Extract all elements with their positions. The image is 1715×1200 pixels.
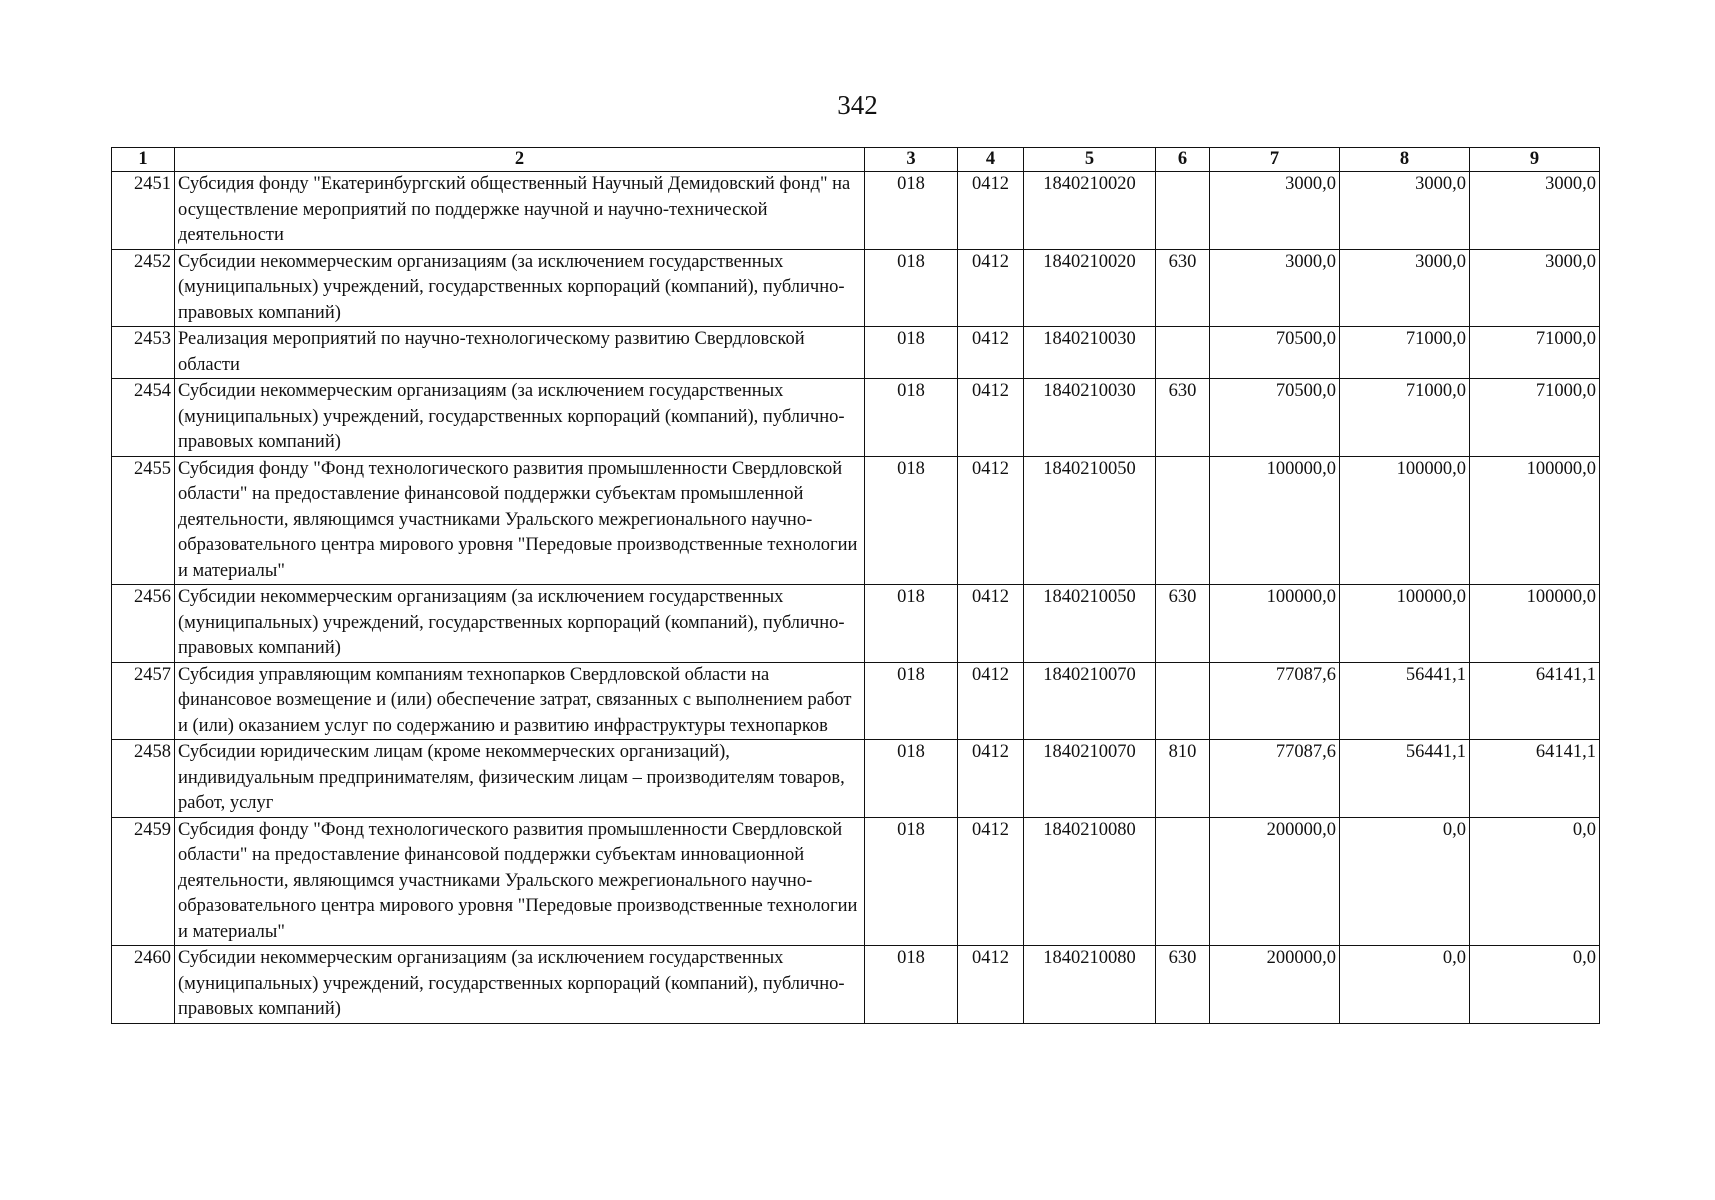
row-c5: 1840210080: [1024, 817, 1156, 946]
row-c3: 018: [865, 740, 958, 818]
table-row: [112, 379, 1600, 457]
row-c9: 3000,0: [1470, 249, 1600, 327]
row-c6: [1156, 817, 1210, 946]
row-c5: 1840210030: [1024, 379, 1156, 457]
row-number: 2460: [112, 946, 175, 1024]
row-name: Субсидия фонду "Екатеринбургский общественный Научный Демидовский фонд" на осуществление мероприятий по поддержке научной и научно-технической деятельности: [175, 172, 865, 250]
row-c4: 0412: [958, 662, 1024, 740]
row-name: Субсидии юридическим лицам (кроме некоммерческих организаций), индивидуальным предпринимателям, физическим лицам – производителям товаров, работ, услуг: [175, 740, 865, 818]
row-c5: 1840210030: [1024, 327, 1156, 379]
row-c4: 0412: [958, 740, 1024, 818]
row-c4: 0412: [958, 585, 1024, 663]
header-col-4: 4: [958, 148, 1024, 172]
row-c6: [1156, 456, 1210, 585]
table-row: [112, 946, 1600, 1024]
row-number: 2455: [112, 456, 175, 585]
row-c5: 1840210070: [1024, 662, 1156, 740]
row-c4: 0412: [958, 456, 1024, 585]
table-row: [112, 249, 1600, 327]
row-name: Субсидии некоммерческим организациям (за исключением государственных (муниципальных) учреждений, государственных корпораций (компаний), публично-правовых компаний): [175, 585, 865, 663]
row-name: Субсидия фонду "Фонд технологического развития промышленности Свердловской области" на предоставление финансовой поддержки субъектам инновационной деятельности, являющимся участниками Уральского межрегионального научно-образовательного центра мирового уровня "Передовые производственные технологии и материалы": [175, 817, 865, 946]
row-name: Субсидия фонду "Фонд технологического развития промышленности Свердловской области" на предоставление финансовой поддержки субъектам промышленной деятельности, являющимся участниками Уральского межрегионального научно-образовательного центра мирового уровня "Передовые производственные технологии и материалы": [175, 456, 865, 585]
row-c5: 1840210020: [1024, 172, 1156, 250]
row-c7: 100000,0: [1210, 585, 1340, 663]
table-row: [112, 740, 1600, 818]
row-name: Субсидии некоммерческим организациям (за исключением государственных (муниципальных) учреждений, государственных корпораций (компаний), публично-правовых компаний): [175, 249, 865, 327]
row-c8: 0,0: [1340, 817, 1470, 946]
row-c8: 3000,0: [1340, 172, 1470, 250]
header-col-9: 9: [1470, 148, 1600, 172]
row-number: 2452: [112, 249, 175, 327]
row-c8: 0,0: [1340, 946, 1470, 1024]
row-c6: 810: [1156, 740, 1210, 818]
row-c8: 71000,0: [1340, 327, 1470, 379]
row-c6: 630: [1156, 585, 1210, 663]
row-number: 2453: [112, 327, 175, 379]
row-c5: 1840210070: [1024, 740, 1156, 818]
row-c9: 0,0: [1470, 946, 1600, 1024]
row-c8: 100000,0: [1340, 585, 1470, 663]
row-c6: 630: [1156, 946, 1210, 1024]
table-row: [112, 172, 1600, 250]
row-name: Реализация мероприятий по научно-технологическому развитию Свердловской области: [175, 327, 865, 379]
row-c8: 3000,0: [1340, 249, 1470, 327]
row-c7: 200000,0: [1210, 817, 1340, 946]
header-col-8: 8: [1340, 148, 1470, 172]
row-c3: 018: [865, 456, 958, 585]
row-number: 2459: [112, 817, 175, 946]
header-col-5: 5: [1024, 148, 1156, 172]
table-body: [112, 172, 1600, 1024]
row-c5: 1840210020: [1024, 249, 1156, 327]
row-c6: 630: [1156, 249, 1210, 327]
row-c7: 77087,6: [1210, 662, 1340, 740]
row-c6: [1156, 172, 1210, 250]
row-c8: 56441,1: [1340, 740, 1470, 818]
row-number: 2458: [112, 740, 175, 818]
table-row: [112, 327, 1600, 379]
row-c9: 71000,0: [1470, 379, 1600, 457]
row-c5: 1840210050: [1024, 585, 1156, 663]
row-c4: 0412: [958, 946, 1024, 1024]
row-c6: [1156, 662, 1210, 740]
header-col-1: 1: [112, 148, 175, 172]
header-col-3: 3: [865, 148, 958, 172]
row-c6: [1156, 327, 1210, 379]
row-c7: 70500,0: [1210, 327, 1340, 379]
row-c3: 018: [865, 249, 958, 327]
row-c9: 100000,0: [1470, 585, 1600, 663]
row-c5: 1840210050: [1024, 456, 1156, 585]
header-col-6: 6: [1156, 148, 1210, 172]
row-number: 2454: [112, 379, 175, 457]
row-c9: 3000,0: [1470, 172, 1600, 250]
row-c9: 0,0: [1470, 817, 1600, 946]
row-number: 2457: [112, 662, 175, 740]
budget-table: [111, 147, 1600, 1024]
row-c3: 018: [865, 379, 958, 457]
row-c7: 77087,6: [1210, 740, 1340, 818]
row-c7: 200000,0: [1210, 946, 1340, 1024]
row-c4: 0412: [958, 379, 1024, 457]
table-row: [112, 662, 1600, 740]
row-c3: 018: [865, 327, 958, 379]
header-row: [112, 148, 1600, 172]
row-c8: 100000,0: [1340, 456, 1470, 585]
row-c4: 0412: [958, 249, 1024, 327]
row-c8: 56441,1: [1340, 662, 1470, 740]
row-c6: 630: [1156, 379, 1210, 457]
row-c3: 018: [865, 946, 958, 1024]
row-c3: 018: [865, 662, 958, 740]
table-row: [112, 456, 1600, 585]
row-c9: 100000,0: [1470, 456, 1600, 585]
row-name: Субсидии некоммерческим организациям (за исключением государственных (муниципальных) учреждений, государственных корпораций (компаний), публично-правовых компаний): [175, 946, 865, 1024]
row-c7: 3000,0: [1210, 249, 1340, 327]
row-name: Субсидия управляющим компаниям технопарков Свердловской области на финансовое возмещение и (или) обеспечение затрат, связанных с выполнением работ и (или) оказанием услуг по содержанию и развитию инфраструктуры технопарков: [175, 662, 865, 740]
row-c8: 71000,0: [1340, 379, 1470, 457]
row-c3: 018: [865, 817, 958, 946]
row-number: 2456: [112, 585, 175, 663]
row-c4: 0412: [958, 817, 1024, 946]
row-c3: 018: [865, 585, 958, 663]
row-name: Субсидии некоммерческим организациям (за исключением государственных (муниципальных) учреждений, государственных корпораций (компаний), публично-правовых компаний): [175, 379, 865, 457]
row-c7: 100000,0: [1210, 456, 1340, 585]
row-c9: 71000,0: [1470, 327, 1600, 379]
row-c4: 0412: [958, 327, 1024, 379]
table-header: [112, 148, 1600, 172]
table-row: [112, 585, 1600, 663]
header-col-7: 7: [1210, 148, 1340, 172]
row-c7: 70500,0: [1210, 379, 1340, 457]
header-col-2: 2: [175, 148, 865, 172]
row-c5: 1840210080: [1024, 946, 1156, 1024]
row-c9: 64141,1: [1470, 740, 1600, 818]
row-c9: 64141,1: [1470, 662, 1600, 740]
row-number: 2451: [112, 172, 175, 250]
row-c4: 0412: [958, 172, 1024, 250]
table-row: [112, 817, 1600, 946]
row-c3: 018: [865, 172, 958, 250]
page-number: 342: [837, 90, 878, 120]
row-c7: 3000,0: [1210, 172, 1340, 250]
